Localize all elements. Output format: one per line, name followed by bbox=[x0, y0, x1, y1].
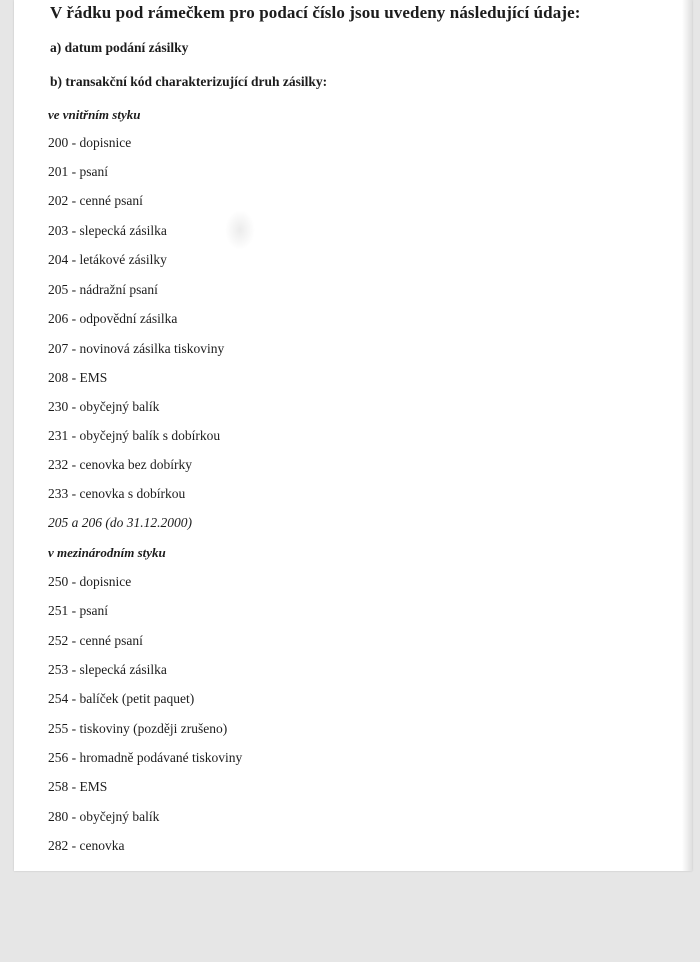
code-row: 233 - cenovka s dobírkou bbox=[48, 486, 186, 501]
section-label-international: v mezinárodním styku bbox=[48, 545, 166, 560]
domestic-validity-note: 205 a 206 (do 31.12.2000) bbox=[48, 515, 192, 530]
code-row: 230 - obyčejný balík bbox=[48, 399, 160, 414]
item-a-submission-date: a) datum podání zásilky bbox=[50, 40, 189, 55]
code-row: 280 - obyčejný balík bbox=[48, 809, 160, 824]
document-heading: V řádku pod rámečkem pro podací číslo jsou uvedeny následující údaje: bbox=[50, 3, 581, 22]
section-label-domestic: ve vnitřním styku bbox=[48, 107, 141, 122]
code-row: 253 - slepecká zásilka bbox=[48, 662, 167, 677]
code-row: 204 - letákové zásilky bbox=[48, 252, 167, 267]
code-row: 256 - hromadně podávané tiskoviny bbox=[48, 750, 243, 765]
code-row: 258 - EMS bbox=[48, 779, 108, 794]
code-row: 282 - cenovka bbox=[48, 838, 125, 853]
code-row: 254 - balíček (petit paquet) bbox=[48, 691, 195, 706]
code-row: 232 - cenovka bez dobírky bbox=[48, 457, 192, 472]
code-row: 250 - dopisnice bbox=[48, 574, 132, 589]
code-row: 206 - odpovědní zásilka bbox=[48, 311, 178, 326]
code-row: 255 - tiskoviny (později zrušeno) bbox=[48, 721, 228, 736]
code-row: 208 - EMS bbox=[48, 370, 108, 385]
code-row: 202 - cenné psaní bbox=[48, 193, 143, 208]
code-row: 205 - nádražní psaní bbox=[48, 282, 158, 297]
scan-smudge bbox=[225, 210, 255, 250]
code-row: 252 - cenné psaní bbox=[48, 633, 143, 648]
code-row: 207 - novinová zásilka tiskoviny bbox=[48, 341, 225, 356]
item-b-transaction-code: b) transakční kód charakterizující druh zásilky: bbox=[50, 74, 328, 89]
code-row: 201 - psaní bbox=[48, 164, 108, 179]
code-row: 200 - dopisnice bbox=[48, 135, 132, 150]
code-row: 251 - psaní bbox=[48, 603, 108, 618]
paper-edge-shadow bbox=[682, 0, 692, 871]
code-row: 231 - obyčejný balík s dobírkou bbox=[48, 428, 221, 443]
code-row: 203 - slepecká zásilka bbox=[48, 223, 167, 238]
